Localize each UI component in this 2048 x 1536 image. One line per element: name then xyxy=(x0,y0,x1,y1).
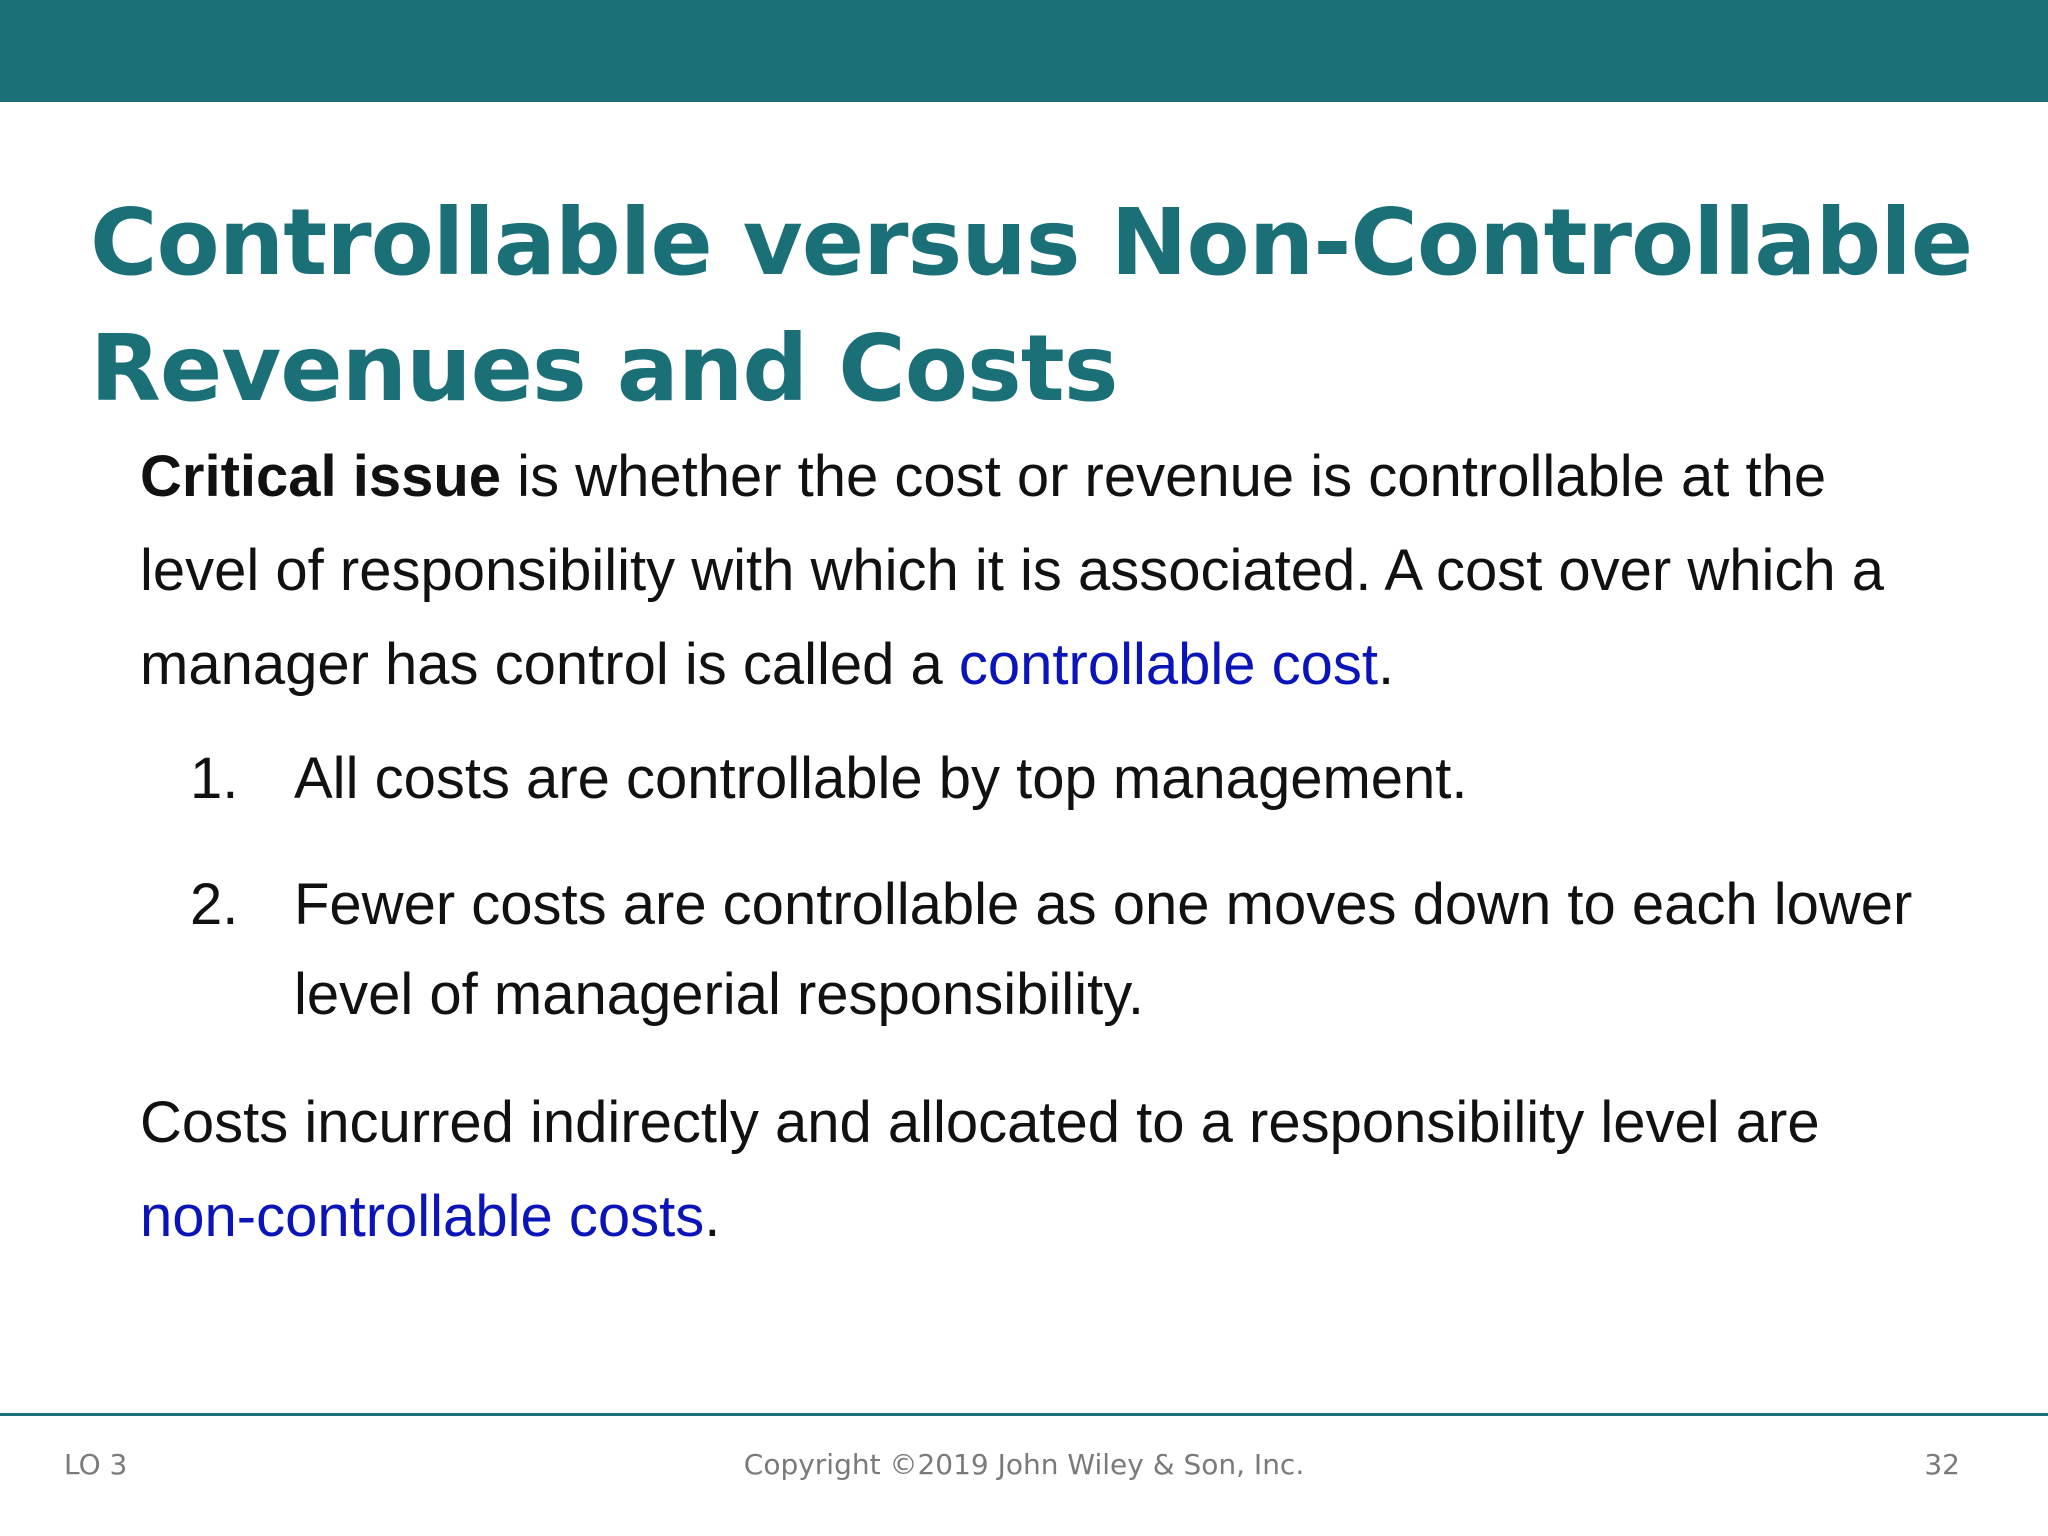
numbered-list xyxy=(140,734,1920,1040)
footer-copyright: Copyright ©2019 John Wiley & Son, Inc. xyxy=(743,1448,1305,1481)
closing-text: Costs incurred indirectly and allocated to a responsibility level are xyxy=(140,1090,1820,1155)
list-item-number: 2. xyxy=(190,872,239,937)
footer-lo: LO 3 xyxy=(64,1448,128,1481)
list-item-number: 1. xyxy=(190,746,239,811)
closing-end: . xyxy=(704,1184,721,1249)
intro-bold-lead: Critical issue xyxy=(140,444,502,509)
title-line-2: Revenues and Costs xyxy=(90,315,1118,422)
list-item xyxy=(140,734,1920,824)
intro-end: . xyxy=(1378,632,1395,697)
slide-title xyxy=(90,180,1990,432)
list-item-text: Fewer costs are controllable as one moves down to each lower level of managerial responsibility. xyxy=(294,872,1913,1027)
top-band xyxy=(0,0,2048,102)
list-item xyxy=(140,860,1920,1040)
term-non-controllable-costs: non-controllable costs xyxy=(140,1184,705,1249)
intro-paragraph xyxy=(140,430,1920,712)
footer-page-number: 32 xyxy=(1924,1448,1960,1481)
slide-body xyxy=(140,430,1920,1264)
term-controllable-cost: controllable cost xyxy=(958,632,1379,697)
title-line-1: Controllable versus Non-Controllable xyxy=(90,189,1973,296)
list-item-text: All costs are controllable by top management. xyxy=(294,746,1468,811)
intro-text: is whether the cost or revenue is controllable at the level of responsibility with which it is associated. A cost over which a manager has control is called a xyxy=(140,444,1885,697)
closing-paragraph xyxy=(140,1076,1920,1264)
footer-divider xyxy=(0,1413,2048,1416)
